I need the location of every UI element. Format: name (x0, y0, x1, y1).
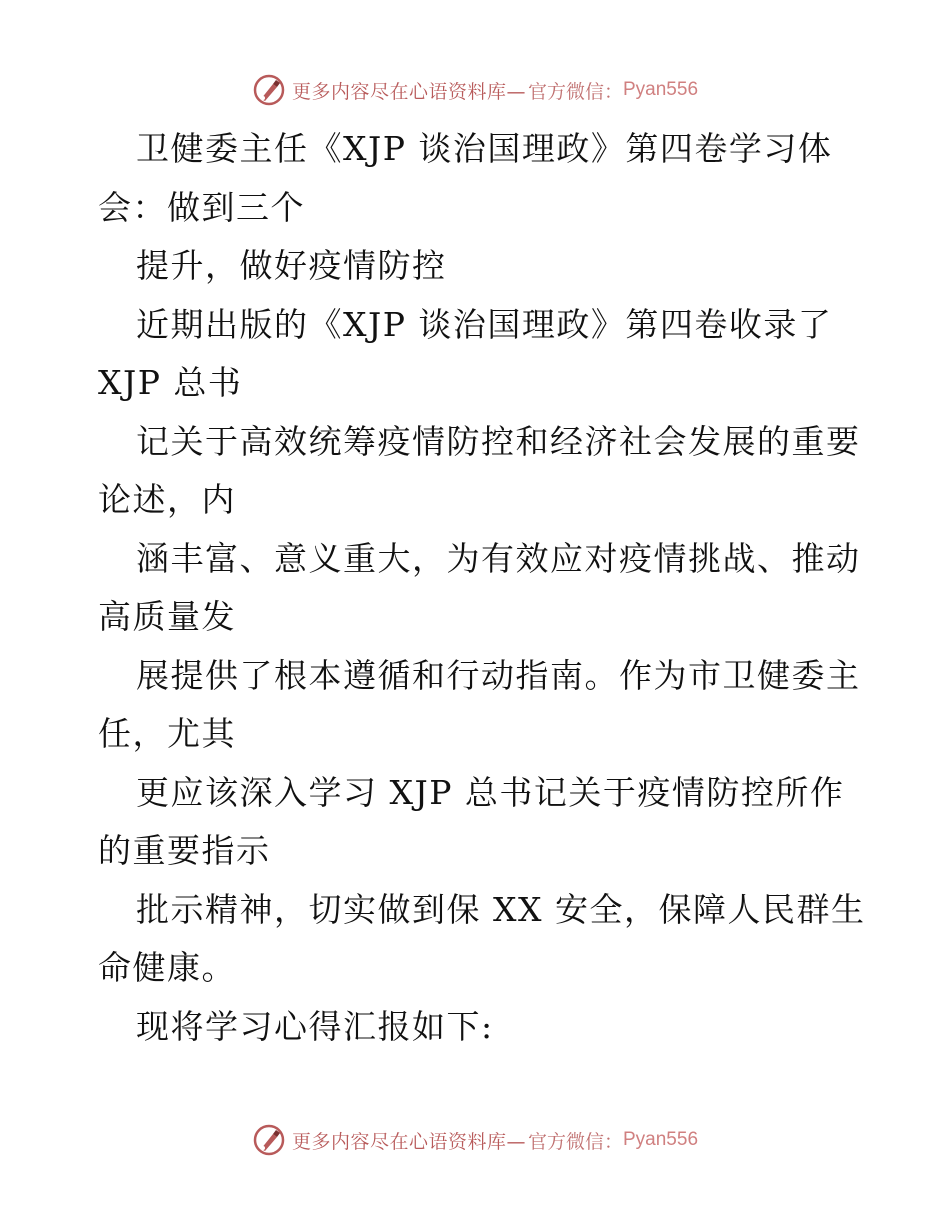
text-line: 现将学习心得汇报如下: (136, 1006, 494, 1046)
document-body (98, 120, 866, 1056)
watermark-text: 更多内容尽在心语资料库— (291, 80, 526, 103)
pen-logo-icon (252, 73, 286, 107)
text-line: 记关于高效统筹疫情防控和经济社会发展的重要 (136, 421, 861, 461)
watermark-wechat-label: 官方微信： (527, 80, 623, 103)
text-line: 命健康。 (98, 948, 236, 987)
footer-watermark (0, 1120, 950, 1160)
text-line: 论述，内 (98, 480, 236, 519)
watermark-wechat-id: Pyan556 (623, 1129, 699, 1150)
header-watermark (0, 70, 950, 110)
text-line: 展提供了根本遵循和行动指南。作为市卫健委主 (136, 655, 861, 695)
watermark-wechat-label: 官方微信： (527, 1130, 623, 1153)
text-line: 更应该深入学习 XJP 总书记关于疫情防控所作 (136, 772, 845, 812)
text-line: 会：做到三个 (98, 187, 305, 227)
text-line: 批示精神，切实做到保 XX 安全，保障人民群生 (136, 889, 866, 929)
text-line: 涵丰富、意义重大，为有效应对疫情挑战、推动 (136, 538, 861, 578)
text-line: 任，尤其 (98, 714, 236, 753)
watermark-text: 更多内容尽在心语资料库— (291, 1130, 526, 1153)
pen-logo-icon (252, 1123, 286, 1157)
text-line: 近期出版的《XJP 谈治国理政》第四卷收录了 (136, 304, 833, 344)
text-line: 的重要指示 (98, 831, 271, 870)
text-line: XJP 总书 (98, 363, 243, 402)
text-line: 高质量发 (98, 597, 236, 636)
text-line: 卫健委主任《XJP 谈治国理政》第四卷学习体 (136, 129, 833, 168)
watermark-wechat-id: Pyan556 (623, 79, 699, 100)
text-line: 提升，做好疫情防控 (136, 246, 447, 285)
